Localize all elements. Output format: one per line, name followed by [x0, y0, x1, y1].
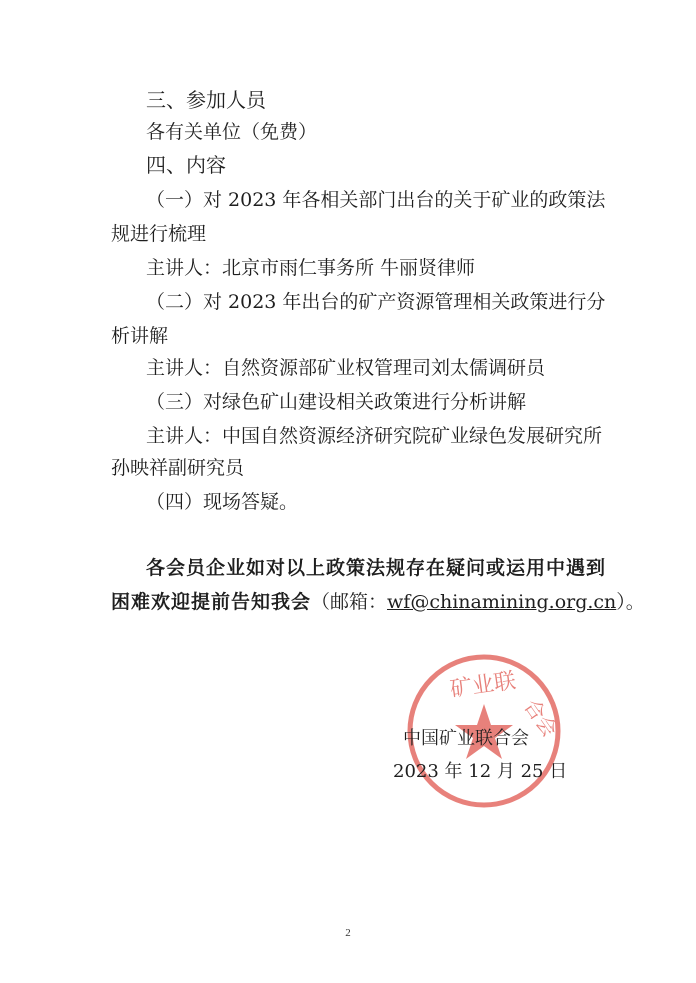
- signature-date: 2023 年 12 月 25 日: [393, 761, 568, 782]
- section-3-text: 各有关单位（免费）: [146, 121, 318, 143]
- item-3-line-1: （三）对绿色矿山建设相关政策进行分析讲解: [146, 391, 527, 413]
- notice-line-2: [0, 590, 696, 614]
- svg-text:矿业联: 矿业联: [448, 668, 518, 703]
- notice-line-1: 各会员企业如对以上政策法规存在疑问或运用中遇到: [146, 557, 607, 579]
- notice-email-suffix: ）。: [616, 591, 645, 613]
- item-4-line-1: （四）现场答疑。: [146, 491, 299, 513]
- item-1-speaker: 主讲人：北京市雨仁事务所 牛丽贤律师: [146, 257, 476, 279]
- notice-email-prefix: （邮箱：: [311, 591, 388, 613]
- item-1-line-2: 规进行梳理: [111, 223, 207, 245]
- item-2-line-2: 析讲解: [111, 325, 169, 347]
- item-2-speaker: 主讲人：自然资源部矿业权管理司刘太儒调研员: [146, 357, 546, 379]
- section-3-heading: 三、参加人员: [146, 88, 266, 112]
- page-number: 2: [345, 927, 351, 939]
- item-3-speaker-line-1: 主讲人：中国自然资源经济研究院矿业绿色发展研究所: [146, 425, 603, 447]
- notice-line-2-bold: 困难欢迎提前告知我会: [111, 591, 312, 613]
- item-3-speaker-line-2: 孙映祥副研究员: [111, 457, 245, 479]
- item-2-line-1: （二）对 2023 年出台的矿产资源管理相关政策进行分: [146, 291, 606, 313]
- section-4-heading: 四、内容: [146, 153, 226, 177]
- svg-text:合会: 合会: [519, 694, 563, 742]
- notice-email-link[interactable]: wf@chinamining.org.cn: [387, 591, 617, 613]
- signature-organization: 中国矿业联合会: [403, 728, 529, 749]
- item-1-line-1: （一）对 2023 年各相关部门出台的关于矿业的政策法: [146, 189, 606, 211]
